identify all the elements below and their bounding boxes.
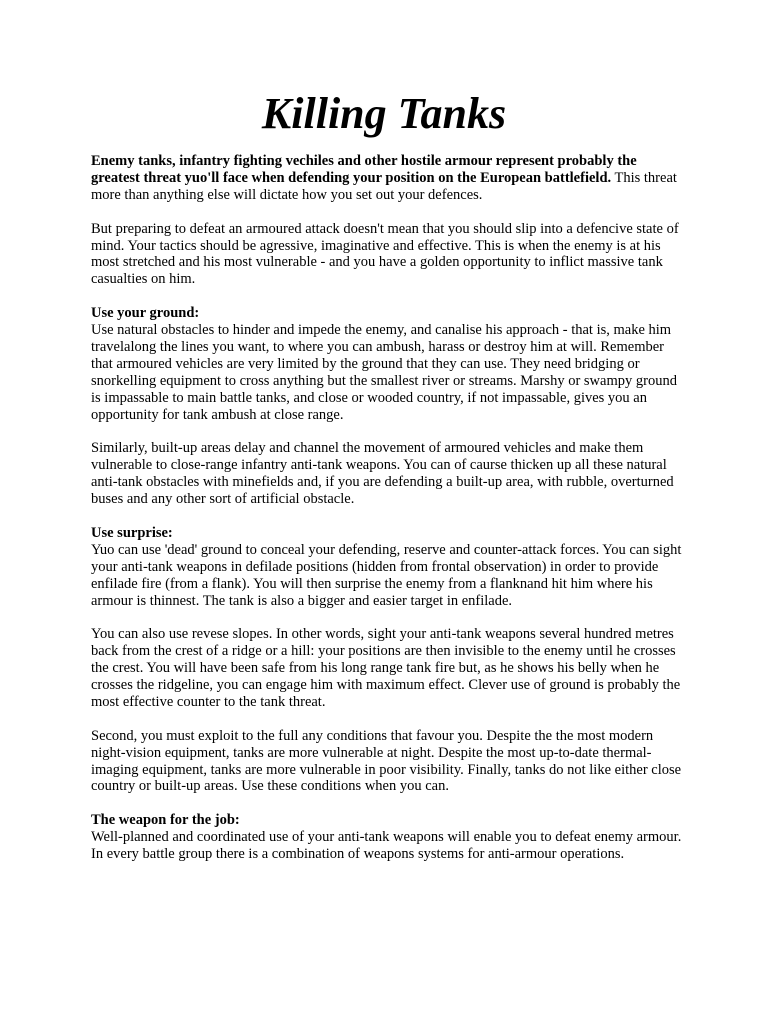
paragraph-4: Similarly, built-up areas delay and channel the movement of armoured vehicles and make them vulnerable to close-range infantry anti-tank weapons. You can of caurse thicken up all these natural anti-tank obstacles with minefields and, if you are defending a built-up area, with rubble, overturned buses and any other sort of artificial obstacle. [91, 440, 674, 508]
document-title: Killing Tanks [261, 89, 507, 138]
intro-text: This threat more than anything else will dictate how you set out your defences. [91, 169, 677, 203]
section-use-your-ground [91, 305, 683, 423]
section-heading-weapon-for-the-job: The weapon for the job: [91, 812, 240, 829]
section-heading-use-surprise: Use surprise: [91, 524, 173, 541]
document-body [91, 153, 683, 880]
section-weapon-for-the-job [91, 812, 683, 863]
paragraph-6: You can also use revese slopes. In other words, sight your anti-tank weapons several hundred metres back from the crest of a ridge or a hill: your positions are then invisible to the enemy until he crosses the crest. You will have been safe from his long range tank fire but, as he shows his belly when he crosses the ridgeline, you can engage him with maximum effect. Clever use of ground is probably the most effective counter to the tank threat. [91, 626, 681, 710]
section-text-use-your-ground: Use natural obstacles to hinder and impede the enemy, and canalise his approach - that is, make him travelalong the lines you want, to where you can ambush, harass or destroy him at will. Remember that armoured vehicles are very limited by the ground that they can use. They need bridging or snorkelling equipment to cross anything but the smallest river or streams. Marshy or swampy ground is impassable to main battle tanks, and close or wooded country, if not impassable, gives you an opportunity for tank ambush at close range. [91, 322, 677, 423]
paragraph-2: But preparing to defeat an armoured attack doesn't mean that you should slip into a defencive state of mind. Your tactics should be agressive, imaginative and effective. This is when the enemy is at his most stretched and his most vulnerable - and you have a golden opportunity to inflict massive tank casualties on him. [91, 220, 679, 288]
paragraph-7: Second, you must exploit to the full any conditions that favour you. Despite the the most modern night-vision equipment, tanks are more vulnerable at night. Despite the most up-to-date thermal-imaging equipment, tanks are more vulnerable in poor visibility. Finally, tanks do not like either close country or built-up areas. Use these conditions when you can. [91, 727, 682, 795]
section-heading-use-your-ground: Use your ground: [91, 305, 200, 322]
section-text-use-surprise: Yuo can use 'dead' ground to conceal your defending, reserve and counter-attack forces. You can sight your anti-tank weapons in defilade positions (hidden from frontal observation) in order to provide enfilade fire (from a flank). You will then surprise the enemy from a flanknand hit him where his armour is thinnest. The tank is also a bigger and easier target in enfilade. [91, 541, 682, 609]
section-text-weapon-for-the-job: Well-planned and coordinated use of your anti-tank weapons will enable you to defeat enemy armour. In every battle group there is a combination of weapons systems for anti-armour operations. [91, 829, 682, 863]
intro-bold-text: Enemy tanks, infantry fighting vechiles and other hostile armour represent probably the greatest threat yuo'll face when defending your position on the European battlefield. [91, 153, 637, 186]
section-use-surprise [91, 525, 683, 610]
intro-paragraph [91, 153, 683, 204]
